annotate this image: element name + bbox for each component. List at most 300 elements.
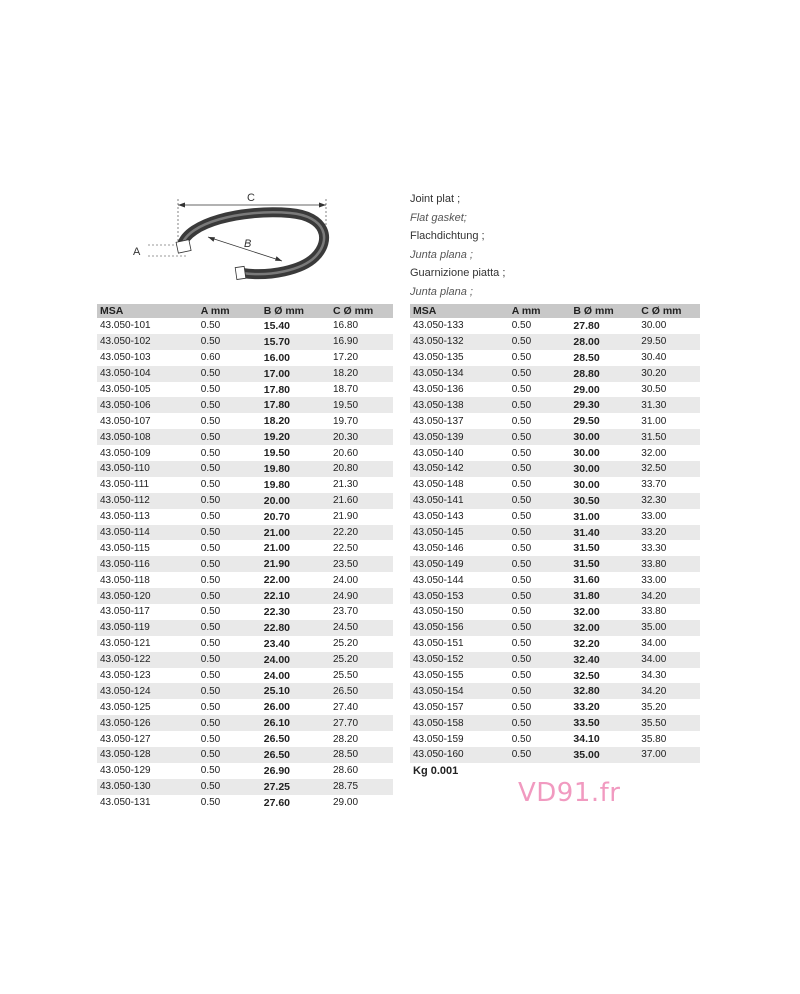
cell-c-mm: 25.50: [333, 670, 359, 682]
cell-a-mm: 0.50: [200, 479, 221, 491]
cell-a-mm: 0.50: [200, 384, 221, 395]
cell-c-mm: 33.00: [641, 511, 667, 523]
cell-c-mm: 32.50: [638, 461, 700, 477]
cell-msa: 43.050-159: [413, 733, 464, 745]
cell-msa: 43.050-135: [413, 352, 464, 364]
header-c-mm: C Ø mm: [330, 304, 393, 318]
cell-msa: 43.050-144: [413, 574, 464, 586]
table-row: [410, 652, 700, 668]
cell-b-mm: 32.80: [570, 683, 638, 699]
cell-msa: 43.050-124: [97, 683, 198, 699]
cell-msa: 43.050-128: [97, 747, 198, 763]
cell-a-mm: 0.50: [198, 461, 261, 477]
cell-b-mm: 18.20: [263, 415, 291, 428]
table-row: [410, 699, 700, 715]
cell-b-mm: 29.50: [573, 415, 600, 428]
cell-c-mm: 16.90: [330, 334, 393, 350]
cell-msa: 43.050-112: [97, 493, 198, 509]
cell-c-mm: 20.60: [333, 447, 359, 459]
table-row: [410, 747, 700, 763]
cell-c-mm: 23.50: [330, 556, 393, 572]
table-row: [97, 477, 393, 493]
cell-msa: 43.050-121: [100, 638, 151, 650]
cell-b-mm: 30.00: [573, 478, 600, 491]
cell-msa: 43.050-110: [97, 461, 198, 477]
cell-msa: 43.050-156: [410, 620, 509, 636]
translation-line: Guarnizione piatta ;: [410, 267, 506, 280]
cell-a-mm: 0.50: [511, 511, 532, 523]
table-row: [97, 350, 393, 366]
cell-c-mm: 31.00: [641, 415, 667, 427]
table-row: [97, 620, 393, 636]
table-row: [410, 509, 700, 525]
cell-b-mm: 19.50: [263, 447, 291, 460]
cell-a-mm: 0.50: [200, 733, 221, 745]
cell-msa: 43.050-138: [410, 397, 509, 413]
cell-a-mm: 0.50: [200, 606, 221, 618]
cell-msa: 43.050-123: [100, 670, 151, 682]
cell-a-mm: 0.50: [509, 683, 571, 699]
cell-msa: 43.050-114: [97, 525, 198, 541]
cell-msa: 43.050-129: [100, 765, 151, 777]
cell-msa: 43.050-116: [97, 556, 198, 572]
table-row: [410, 588, 700, 604]
header-b-mm: B Ø mm: [261, 304, 330, 318]
header-msa: MSA: [410, 304, 509, 318]
cell-b-mm: 31.50: [573, 542, 600, 555]
cell-a-mm: 0.50: [511, 574, 532, 586]
table-row: [410, 318, 700, 334]
cell-a-mm: 0.50: [198, 747, 261, 763]
cell-a-mm: 0.50: [511, 542, 532, 554]
translation-line: Joint plat ;: [410, 193, 461, 205]
cell-c-mm: 37.00: [638, 747, 700, 763]
cell-c-mm: 35.50: [638, 715, 700, 731]
cell-msa: 43.050-153: [410, 588, 509, 604]
table-header-row: [410, 304, 700, 318]
table-row: [410, 445, 700, 461]
watermark-text: VD91.fr: [518, 778, 621, 808]
table-row: [97, 540, 393, 556]
cell-b-mm: 26.00: [263, 701, 291, 714]
cell-c-mm: 30.50: [641, 384, 667, 395]
cell-msa: 43.050-105: [100, 384, 151, 395]
table-row: [410, 572, 700, 588]
cell-c-mm: 30.20: [638, 366, 700, 382]
table-row: [410, 636, 700, 652]
cell-msa: 43.050-137: [413, 415, 464, 427]
cell-msa: 43.050-154: [410, 683, 509, 699]
cell-b-mm: 21.00: [263, 542, 291, 555]
cell-msa: 43.050-102: [97, 334, 198, 350]
cell-a-mm: 0.50: [509, 461, 571, 477]
cell-c-mm: 34.00: [641, 638, 667, 650]
weight-note: Kg 0.001: [413, 765, 459, 777]
cell-c-mm: 23.70: [333, 606, 359, 618]
cell-msa: 43.050-117: [100, 606, 150, 618]
cell-a-mm: 0.50: [200, 511, 221, 523]
table-row: [410, 413, 700, 429]
cell-c-mm: 28.75: [330, 779, 393, 795]
cell-msa: 43.050-134: [410, 366, 509, 382]
cell-b-mm: 31.00: [573, 510, 600, 523]
cell-a-mm: 0.50: [198, 779, 261, 795]
cell-b-mm: 15.70: [261, 334, 330, 350]
cell-msa: 43.050-119: [97, 620, 198, 636]
cell-b-mm: 20.00: [261, 493, 330, 509]
header-c-mm: C Ø mm: [638, 304, 700, 318]
cell-a-mm: 0.50: [509, 652, 571, 668]
cell-b-mm: 32.20: [573, 637, 600, 650]
cell-a-mm: 0.50: [200, 701, 221, 713]
cell-b-mm: 19.80: [263, 478, 291, 491]
table-row: [97, 572, 393, 588]
cell-a-mm: 0.50: [200, 415, 221, 427]
cell-a-mm: 0.50: [509, 715, 571, 731]
translation-line: Flachdichtung ;: [410, 230, 485, 243]
cell-b-mm: 23.40: [263, 637, 291, 650]
cell-a-mm: 0.50: [198, 525, 261, 541]
cell-a-mm: 0.50: [509, 366, 571, 382]
cell-b-mm: 16.00: [263, 351, 291, 364]
cell-b-mm: 32.40: [570, 652, 638, 668]
cell-c-mm: 33.80: [641, 606, 667, 618]
cell-msa: 43.050-130: [97, 779, 198, 795]
header-a-mm: A mm: [509, 304, 571, 318]
table-row: [410, 604, 700, 620]
cell-c-mm: 35.00: [638, 620, 700, 636]
gasket-diagram: [130, 185, 335, 285]
cell-msa: 43.050-160: [410, 747, 509, 763]
cell-a-mm: 0.50: [509, 334, 571, 350]
table-row: [97, 509, 393, 525]
cell-c-mm: 16.80: [333, 320, 359, 332]
cell-msa: 43.050-109: [100, 447, 151, 459]
cell-c-mm: 33.30: [641, 542, 667, 554]
cell-msa: 43.050-127: [100, 733, 151, 745]
table-row: [97, 795, 393, 811]
table-row: [410, 382, 700, 398]
cell-b-mm: 35.00: [570, 747, 638, 763]
cell-c-mm: 32.30: [638, 493, 700, 509]
translation-line: Flat gasket;: [410, 211, 467, 224]
cell-c-mm: 31.30: [638, 397, 700, 413]
cell-b-mm: 32.00: [570, 620, 638, 636]
table-row: [97, 413, 393, 429]
cell-msa: 43.050-115: [100, 542, 150, 554]
table-row: [97, 763, 393, 779]
cell-c-mm: 27.70: [330, 715, 393, 731]
table-row: [410, 429, 700, 445]
cell-c-mm: 34.30: [641, 670, 667, 682]
cell-b-mm: 30.00: [570, 429, 638, 445]
cell-c-mm: 21.60: [330, 493, 393, 509]
table-row: [97, 715, 393, 731]
cell-a-mm: 0.50: [198, 429, 261, 445]
cell-msa: 43.050-118: [100, 574, 150, 586]
table-row: [97, 652, 393, 668]
cell-c-mm: 20.30: [330, 429, 393, 445]
cell-c-mm: 19.70: [333, 415, 359, 427]
cell-msa: 43.050-142: [410, 461, 509, 477]
cell-c-mm: 30.00: [641, 320, 667, 332]
table-row: [97, 668, 393, 684]
cell-msa: 43.050-103: [100, 352, 151, 364]
cell-c-mm: 30.40: [641, 352, 667, 364]
cell-c-mm: 35.80: [641, 733, 667, 745]
table-row: [97, 366, 393, 382]
cell-b-mm: 25.10: [261, 683, 330, 699]
cell-b-mm: 17.80: [263, 383, 291, 396]
cell-a-mm: 0.50: [509, 493, 571, 509]
table-row: [97, 779, 393, 795]
cell-c-mm: 24.50: [330, 620, 393, 636]
label-b: B: [244, 238, 252, 250]
table-row: [410, 668, 700, 684]
cell-c-mm: 18.70: [333, 384, 359, 395]
table-row: [97, 429, 393, 445]
table-row: [410, 715, 700, 731]
cell-a-mm: 0.50: [509, 620, 571, 636]
table-row: [97, 493, 393, 509]
cell-a-mm: 0.50: [511, 384, 532, 395]
table-header-row: [97, 304, 393, 318]
product-name-translations: [410, 190, 505, 302]
table-row: [97, 636, 393, 652]
cell-msa: 43.050-152: [410, 652, 509, 668]
cell-a-mm: 0.50: [200, 638, 221, 650]
cell-b-mm: 28.00: [570, 334, 638, 350]
table-row: [410, 540, 700, 556]
table-row: [410, 683, 700, 699]
table-row: [97, 683, 393, 699]
cell-msa: 43.050-143: [413, 511, 464, 523]
cell-b-mm: 26.90: [263, 764, 291, 777]
cell-a-mm: 0.50: [198, 715, 261, 731]
cell-c-mm: 24.00: [333, 574, 359, 586]
table-row: [410, 477, 700, 493]
cell-msa: 43.050-133: [413, 320, 464, 332]
table-row: [97, 747, 393, 763]
cell-c-mm: 34.00: [638, 652, 700, 668]
cell-c-mm: 28.20: [333, 733, 359, 745]
cell-msa: 43.050-126: [97, 715, 198, 731]
cell-c-mm: 22.20: [330, 525, 393, 541]
cell-msa: 43.050-151: [413, 638, 464, 650]
table-row: [410, 731, 700, 747]
cell-a-mm: 0.60: [200, 352, 221, 364]
cell-msa: 43.050-149: [410, 556, 509, 572]
cell-b-mm: 17.80: [261, 397, 330, 413]
table-row: [97, 588, 393, 604]
cell-a-mm: 0.50: [511, 352, 532, 364]
cell-b-mm: 21.90: [261, 556, 330, 572]
table-row: [97, 318, 393, 334]
table-row: [97, 445, 393, 461]
cell-b-mm: 22.80: [261, 620, 330, 636]
cell-a-mm: 0.50: [200, 320, 221, 332]
cell-b-mm: 32.50: [573, 669, 600, 682]
table-row: [410, 461, 700, 477]
cell-msa: 43.050-107: [100, 415, 151, 427]
cell-a-mm: 0.50: [509, 747, 571, 763]
cell-msa: 43.050-158: [410, 715, 509, 731]
cell-c-mm: 22.50: [333, 542, 359, 554]
cell-msa: 43.050-132: [410, 334, 509, 350]
cell-c-mm: 33.20: [638, 525, 700, 541]
cell-a-mm: 0.50: [511, 447, 532, 459]
gasket-ring-drawing: [130, 185, 335, 285]
cell-a-mm: 0.50: [200, 574, 221, 586]
cell-a-mm: 0.50: [511, 320, 532, 332]
cell-a-mm: 0.50: [200, 765, 221, 777]
label-c: C: [247, 192, 255, 204]
cell-b-mm: 22.00: [263, 574, 291, 587]
gasket-table-right: [410, 304, 700, 763]
cell-a-mm: 0.50: [198, 556, 261, 572]
table-row: [97, 382, 393, 398]
cell-c-mm: 32.00: [641, 447, 667, 459]
cell-msa: 43.050-108: [97, 429, 198, 445]
cell-c-mm: 19.50: [330, 397, 393, 413]
cell-b-mm: 24.00: [261, 652, 330, 668]
cell-b-mm: 30.00: [570, 461, 638, 477]
cell-b-mm: 28.50: [573, 351, 600, 364]
cell-c-mm: 33.00: [641, 574, 667, 586]
cell-b-mm: 27.25: [261, 779, 330, 795]
cell-a-mm: 0.50: [198, 588, 261, 604]
cell-b-mm: 21.00: [261, 525, 330, 541]
table-row: [97, 731, 393, 747]
cell-b-mm: 30.00: [573, 447, 600, 460]
cell-b-mm: 34.10: [573, 733, 600, 746]
cell-b-mm: 32.00: [573, 605, 600, 618]
translation-line: Junta plana ;: [410, 285, 473, 298]
cell-a-mm: 0.50: [198, 334, 261, 350]
cell-c-mm: 25.20: [330, 652, 393, 668]
cell-b-mm: 31.40: [570, 525, 638, 541]
cell-a-mm: 0.50: [198, 366, 261, 382]
cell-msa: 43.050-146: [413, 542, 464, 554]
table-row: [97, 525, 393, 541]
table-row: [410, 493, 700, 509]
cell-a-mm: 0.50: [511, 606, 532, 618]
cell-c-mm: 33.70: [641, 479, 667, 491]
cell-msa: 43.050-157: [413, 701, 464, 713]
header-msa: MSA: [97, 304, 198, 318]
cell-msa: 43.050-155: [413, 670, 464, 682]
cell-msa: 43.050-120: [97, 588, 198, 604]
cell-b-mm: 31.80: [570, 588, 638, 604]
cell-msa: 43.050-150: [413, 606, 464, 618]
cell-a-mm: 0.50: [511, 670, 532, 682]
cell-msa: 43.050-136: [413, 384, 464, 395]
gasket-table-left: [97, 304, 393, 811]
cell-a-mm: 0.50: [511, 415, 532, 427]
cell-a-mm: 0.50: [198, 652, 261, 668]
cell-msa: 43.050-131: [100, 797, 151, 809]
cell-msa: 43.050-141: [410, 493, 509, 509]
cell-c-mm: 33.80: [638, 556, 700, 572]
table-row: [97, 334, 393, 350]
cell-a-mm: 0.50: [200, 542, 221, 554]
cell-msa: 43.050-140: [413, 447, 464, 459]
cell-a-mm: 0.50: [198, 620, 261, 636]
cell-c-mm: 24.90: [330, 588, 393, 604]
table-row: [410, 525, 700, 541]
cell-b-mm: 29.30: [570, 397, 638, 413]
cell-msa: 43.050-106: [97, 397, 198, 413]
translation-line: Junta plana ;: [410, 248, 473, 261]
cell-a-mm: 0.50: [511, 479, 532, 491]
cell-c-mm: 20.80: [330, 461, 393, 477]
table-row: [410, 366, 700, 382]
cell-a-mm: 0.50: [511, 701, 532, 713]
table-row: [97, 397, 393, 413]
cell-msa: 43.050-125: [100, 701, 151, 713]
cell-b-mm: 22.30: [263, 605, 291, 618]
cell-b-mm: 19.80: [261, 461, 330, 477]
cell-c-mm: 29.00: [333, 797, 359, 809]
cell-a-mm: 0.50: [509, 588, 571, 604]
cell-a-mm: 0.50: [509, 525, 571, 541]
cell-c-mm: 35.20: [641, 701, 667, 713]
cell-a-mm: 0.50: [198, 493, 261, 509]
header-b-mm: B Ø mm: [570, 304, 638, 318]
cell-msa: 43.050-145: [410, 525, 509, 541]
cell-b-mm: 27.60: [263, 796, 291, 809]
cell-c-mm: 25.20: [333, 638, 359, 650]
cell-b-mm: 30.50: [570, 493, 638, 509]
cell-msa: 43.050-111: [100, 479, 150, 491]
header-a-mm: A mm: [198, 304, 261, 318]
cell-msa: 43.050-104: [97, 366, 198, 382]
cell-b-mm: 15.40: [263, 319, 291, 332]
cell-b-mm: 31.60: [573, 574, 600, 587]
cell-msa: 43.050-101: [100, 320, 151, 332]
table-row: [410, 556, 700, 572]
cell-a-mm: 0.50: [509, 429, 571, 445]
table-row: [410, 397, 700, 413]
cell-a-mm: 0.50: [200, 797, 221, 809]
table-row: [410, 334, 700, 350]
cell-a-mm: 0.50: [511, 733, 532, 745]
cell-c-mm: 21.90: [333, 511, 359, 523]
cell-b-mm: 33.20: [573, 701, 600, 714]
cell-a-mm: 0.50: [198, 683, 261, 699]
cell-a-mm: 0.50: [511, 638, 532, 650]
cell-b-mm: 24.00: [263, 669, 291, 682]
cell-a-mm: 0.50: [200, 447, 221, 459]
cell-c-mm: 21.30: [333, 479, 359, 491]
table-row: [410, 620, 700, 636]
cell-b-mm: 19.20: [261, 429, 330, 445]
cell-msa: 43.050-148: [413, 479, 464, 491]
cell-b-mm: 31.50: [570, 556, 638, 572]
label-a: A: [133, 246, 141, 258]
cell-msa: 43.050-139: [410, 429, 509, 445]
cell-b-mm: 22.10: [261, 588, 330, 604]
cell-c-mm: 34.20: [638, 588, 700, 604]
cell-b-mm: 28.80: [570, 366, 638, 382]
cell-b-mm: 26.50: [263, 733, 291, 746]
cell-c-mm: 17.20: [333, 352, 359, 364]
cell-b-mm: 26.50: [261, 747, 330, 763]
cell-b-mm: 27.80: [573, 319, 600, 332]
cell-c-mm: 34.20: [638, 683, 700, 699]
table-row: [97, 461, 393, 477]
cell-c-mm: 27.40: [333, 701, 359, 713]
